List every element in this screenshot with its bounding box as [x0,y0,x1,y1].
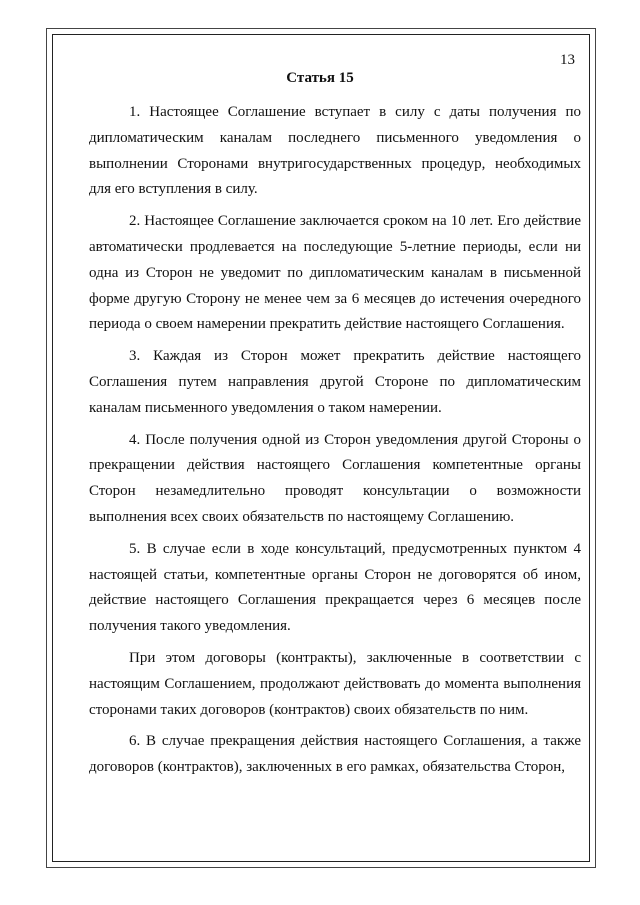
page-number: 13 [560,52,575,68]
paragraph-clause-5: 5. В случае если в ходе консультаций, предусмотренных пунктом 4 настоящей статьи, компетентные органы Сторон не договорятся об ином, действие настоящего Соглашения прекращается через 6 месяцев после получения такого уведомления. [89,540,581,635]
paragraph-clause-3: 3. Каждая из Сторон может прекратить действие настоящего Соглашения путем направления другой Стороне по дипломатическим каналам письменного уведомления о таком намерении. [89,348,581,416]
paragraph-clause-6: 6. В случае прекращения действия настоящего Соглашения, а также договоров (контрактов), заключенных в его рамках, обязательства Сторон, [89,733,581,776]
paragraph-clause-1: 1. Настоящее Соглашение вступает в силу с даты получения по дипломатическим каналам последнего письменного уведомления о выполнении Сторонами внутригосударственных процедур, необходимых для его вступления в силу. [89,104,581,198]
paragraph-clause-4: 4. После получения одной из Сторон уведомления другой Стороны о прекращении действия настоящего Соглашения компетентные органы Сторон незамедлительно проводят консультации о возможности выполнения всех своих обязательств по настоящему Соглашению. [89,431,581,525]
paragraph-clause-2: 2. Настоящее Соглашение заключается сроком на 10 лет. Его действие автоматически продлевается на последующие 5-летние периоды, если ни одна из Сторон не уведомит по дипломатическим каналам в письменной форме другую Сторону не менее чем за 6 месяцев до истечения очередного периода о своем намерении прекратить действие настоящего Соглашения. [89,213,581,333]
article-title: Статья 15 [286,70,354,86]
paragraph-clause-5-continuation: При этом договоры (контракты), заключенные в соответствии с настоящим Соглашением, продолжают действовать до момента выполнения сторонами таких договоров (контрактов) своих обязательств по ним. [89,649,581,718]
article-body [89,100,581,787]
